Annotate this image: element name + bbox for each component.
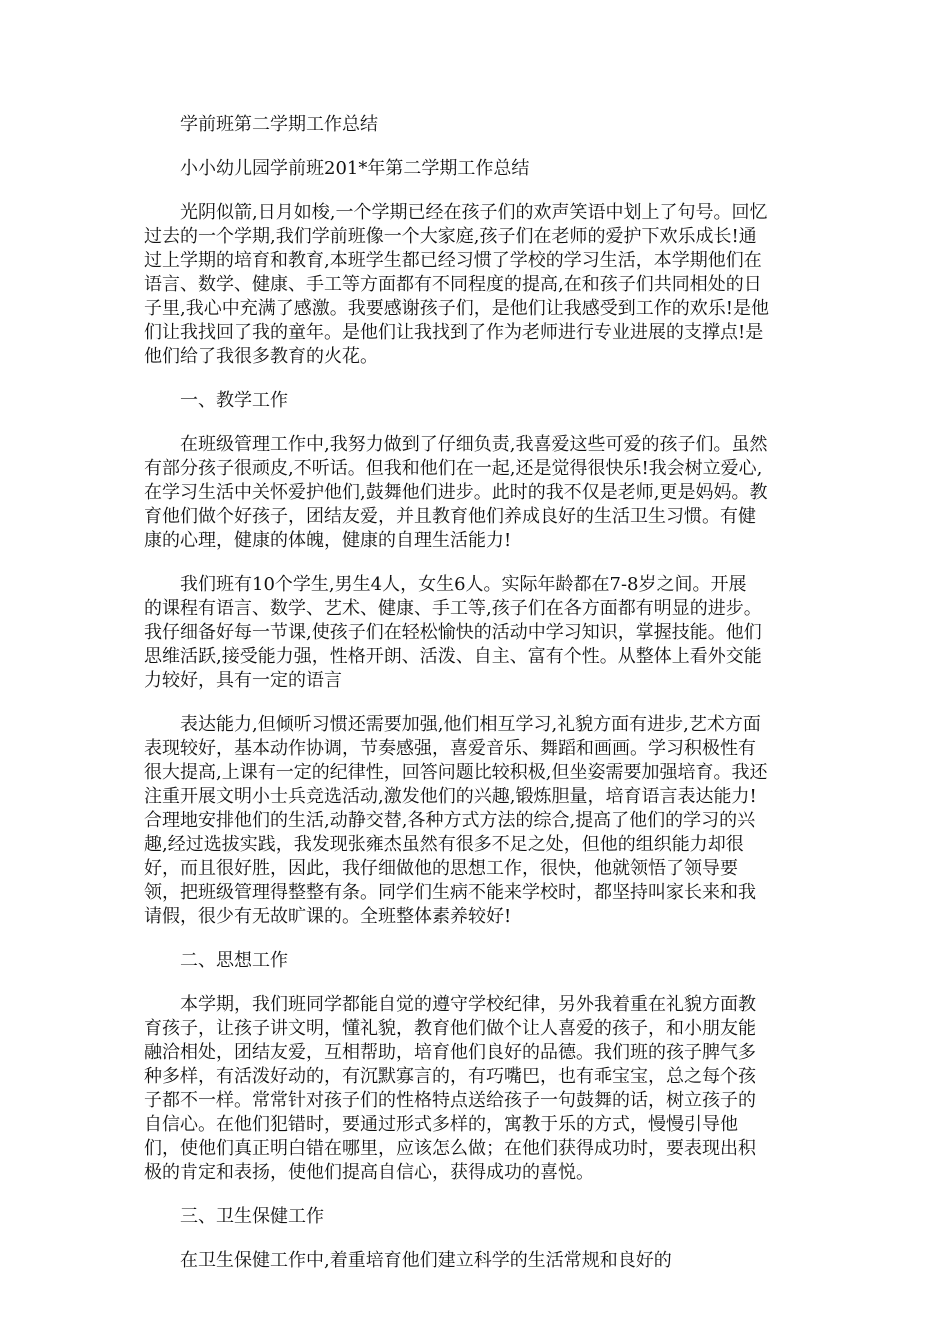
paragraph-line: 我仔细备好每一节课,使孩子们在轻松愉快的活动中学习知识，掌握技能。他们 [144,622,762,643]
paragraph-line: 育他们做个好孩子，团结友爱，并且教育他们养成良好的生活卫生习惯。有健 [144,506,756,527]
paragraph-line: 本学期，我们班同学都能自觉的遵守学校纪律，另外我着重在礼貌方面教 [180,994,756,1015]
paragraph-line: 请假，很少有无故旷课的。全班整体素养较好! [144,906,512,927]
paragraph-line: 育孩子，让孩子讲文明，懂礼貌，教育他们做个让人喜爱的孩子，和小朋友能 [144,1018,756,1039]
paragraph-line: 子都不一样。常常针对孩子们的性格特点送给孩子一句鼓舞的话，树立孩子的 [144,1090,756,1111]
paragraph-line: 极的肯定和表扬，使他们提高自信心，获得成功的喜悦。 [144,1162,594,1183]
paragraph-line: 思维活跃,接受能力强，性格开朗、活泼、自主、富有个性。从整体上看外交能 [144,646,762,667]
paragraph-line: 过去的一个学期,我们学前班像一个大家庭,孩子们在老师的爱护下欢乐成长!通 [144,226,757,247]
paragraph-line: 在卫生保健工作中,着重培育他们建立科学的生活常规和良好的 [180,1250,672,1271]
paragraph-line: 融洽相处，团结友爱，互相帮助，培育他们良好的品德。我们班的孩子脾气多 [144,1042,756,1063]
paragraph-line: 在学习生活中关怀爱护他们,鼓舞他们进步。此时的我不仅是老师,更是妈妈。教 [144,482,768,503]
document-subtitle: 小小幼儿园学前班201*年第二学期工作总结 [180,158,530,179]
paragraph-line: 种多样，有活泼好动的，有沉默寡言的，有巧嘴巴，也有乖宝宝，总之每个孩 [144,1066,756,1087]
document-title: 学前班第二学期工作总结 [180,114,378,135]
health-paragraph [144,1249,808,1273]
paragraph-line: 注重开展文明小士兵竞选活动,激发他们的兴趣,锻炼胆量，培育语言表达能力! [144,786,757,807]
document-body [144,113,808,1293]
intro-paragraph [144,201,808,369]
paragraph-line: 过上学期的培育和教育,本班学生都已经习惯了学校的学习生活，本学期他们在 [144,250,762,271]
paragraph-line: 力较好，具有一定的语言 [144,670,342,691]
paragraph-line: 表现较好，基本动作协调，节奏感强，喜爱音乐、舞蹈和画画。学习积极性有 [144,738,756,759]
paragraph-line: 光阴似箭,日月如梭,一个学期已经在孩子们的欢声笑语中划上了句号。回忆 [180,202,768,223]
paragraph-line: 表达能力,但倾听习惯还需要加强,他们相互学习,礼貌方面有进步,艺术方面 [180,714,761,735]
paragraph-line: 趣,经过选拔实践，我发现张雍杰虽然有很多不足之处，但他的组织能力却很 [144,834,744,855]
section-heading-teaching: 一、教学工作 [180,390,288,411]
paragraph-line: 们，使他们真正明白错在哪里，应该怎么做；在他们获得成功时，要表现出积 [144,1138,756,1159]
teaching-paragraph-3 [144,713,808,929]
teaching-paragraph-2 [144,573,808,693]
paragraph-line: 他们给了我很多教育的火花。 [144,346,378,367]
paragraph-line: 很大提高,上课有一定的纪律性，回答问题比较积极,但坐姿需要加强培育。我还 [144,762,768,783]
section-heading-thought: 二、思想工作 [180,950,288,971]
paragraph-line: 康的心理，健康的体魄，健康的自理生活能力! [144,530,512,551]
paragraph-line: 在班级管理工作中,我努力做到了仔细负责,我喜爱这些可爱的孩子们。虽然 [180,434,768,455]
section-heading-health: 三、卫生保健工作 [180,1206,324,1227]
paragraph-line: 们让我找回了我的童年。是他们让我找到了作为老师进行专业进展的支撑点!是 [144,322,764,343]
paragraph-line: 的课程有语言、数学、艺术、健康、手工等,孩子们在各方面都有明显的进步。 [144,598,762,619]
paragraph-line: 合理地安排他们的生活,动静交替,各种方式方法的综合,提高了他们的学习的兴 [144,810,756,831]
paragraph-line: 领，把班级管理得整整有条。同学们生病不能来学校时，都坚持叫家长来和我 [144,882,756,903]
paragraph-line: 自信心。在他们犯错时，要通过形式多样的，寓教于乐的方式，慢慢引导他 [144,1114,738,1135]
thought-paragraph [144,993,808,1185]
paragraph-line: 我们班有10个学生,男生4人，女生6人。实际年龄都在7-8岁之间。开展 [180,574,747,595]
paragraph-line: 好，而且很好胜，因此，我仔细做他的思想工作，很快，他就领悟了领导要 [144,858,738,879]
paragraph-line: 子里,我心中充满了感激。我要感谢孩子们，是他们让我感受到工作的欢乐!是他 [144,298,769,319]
paragraph-line: 有部分孩子很顽皮,不听话。但我和他们在一起,还是觉得很快乐!我会树立爱心, [144,458,763,479]
paragraph-line: 语言、数学、健康、手工等方面都有不同程度的提高,在和孩子们共同相处的日 [144,274,762,295]
teaching-paragraph-1 [144,433,808,553]
